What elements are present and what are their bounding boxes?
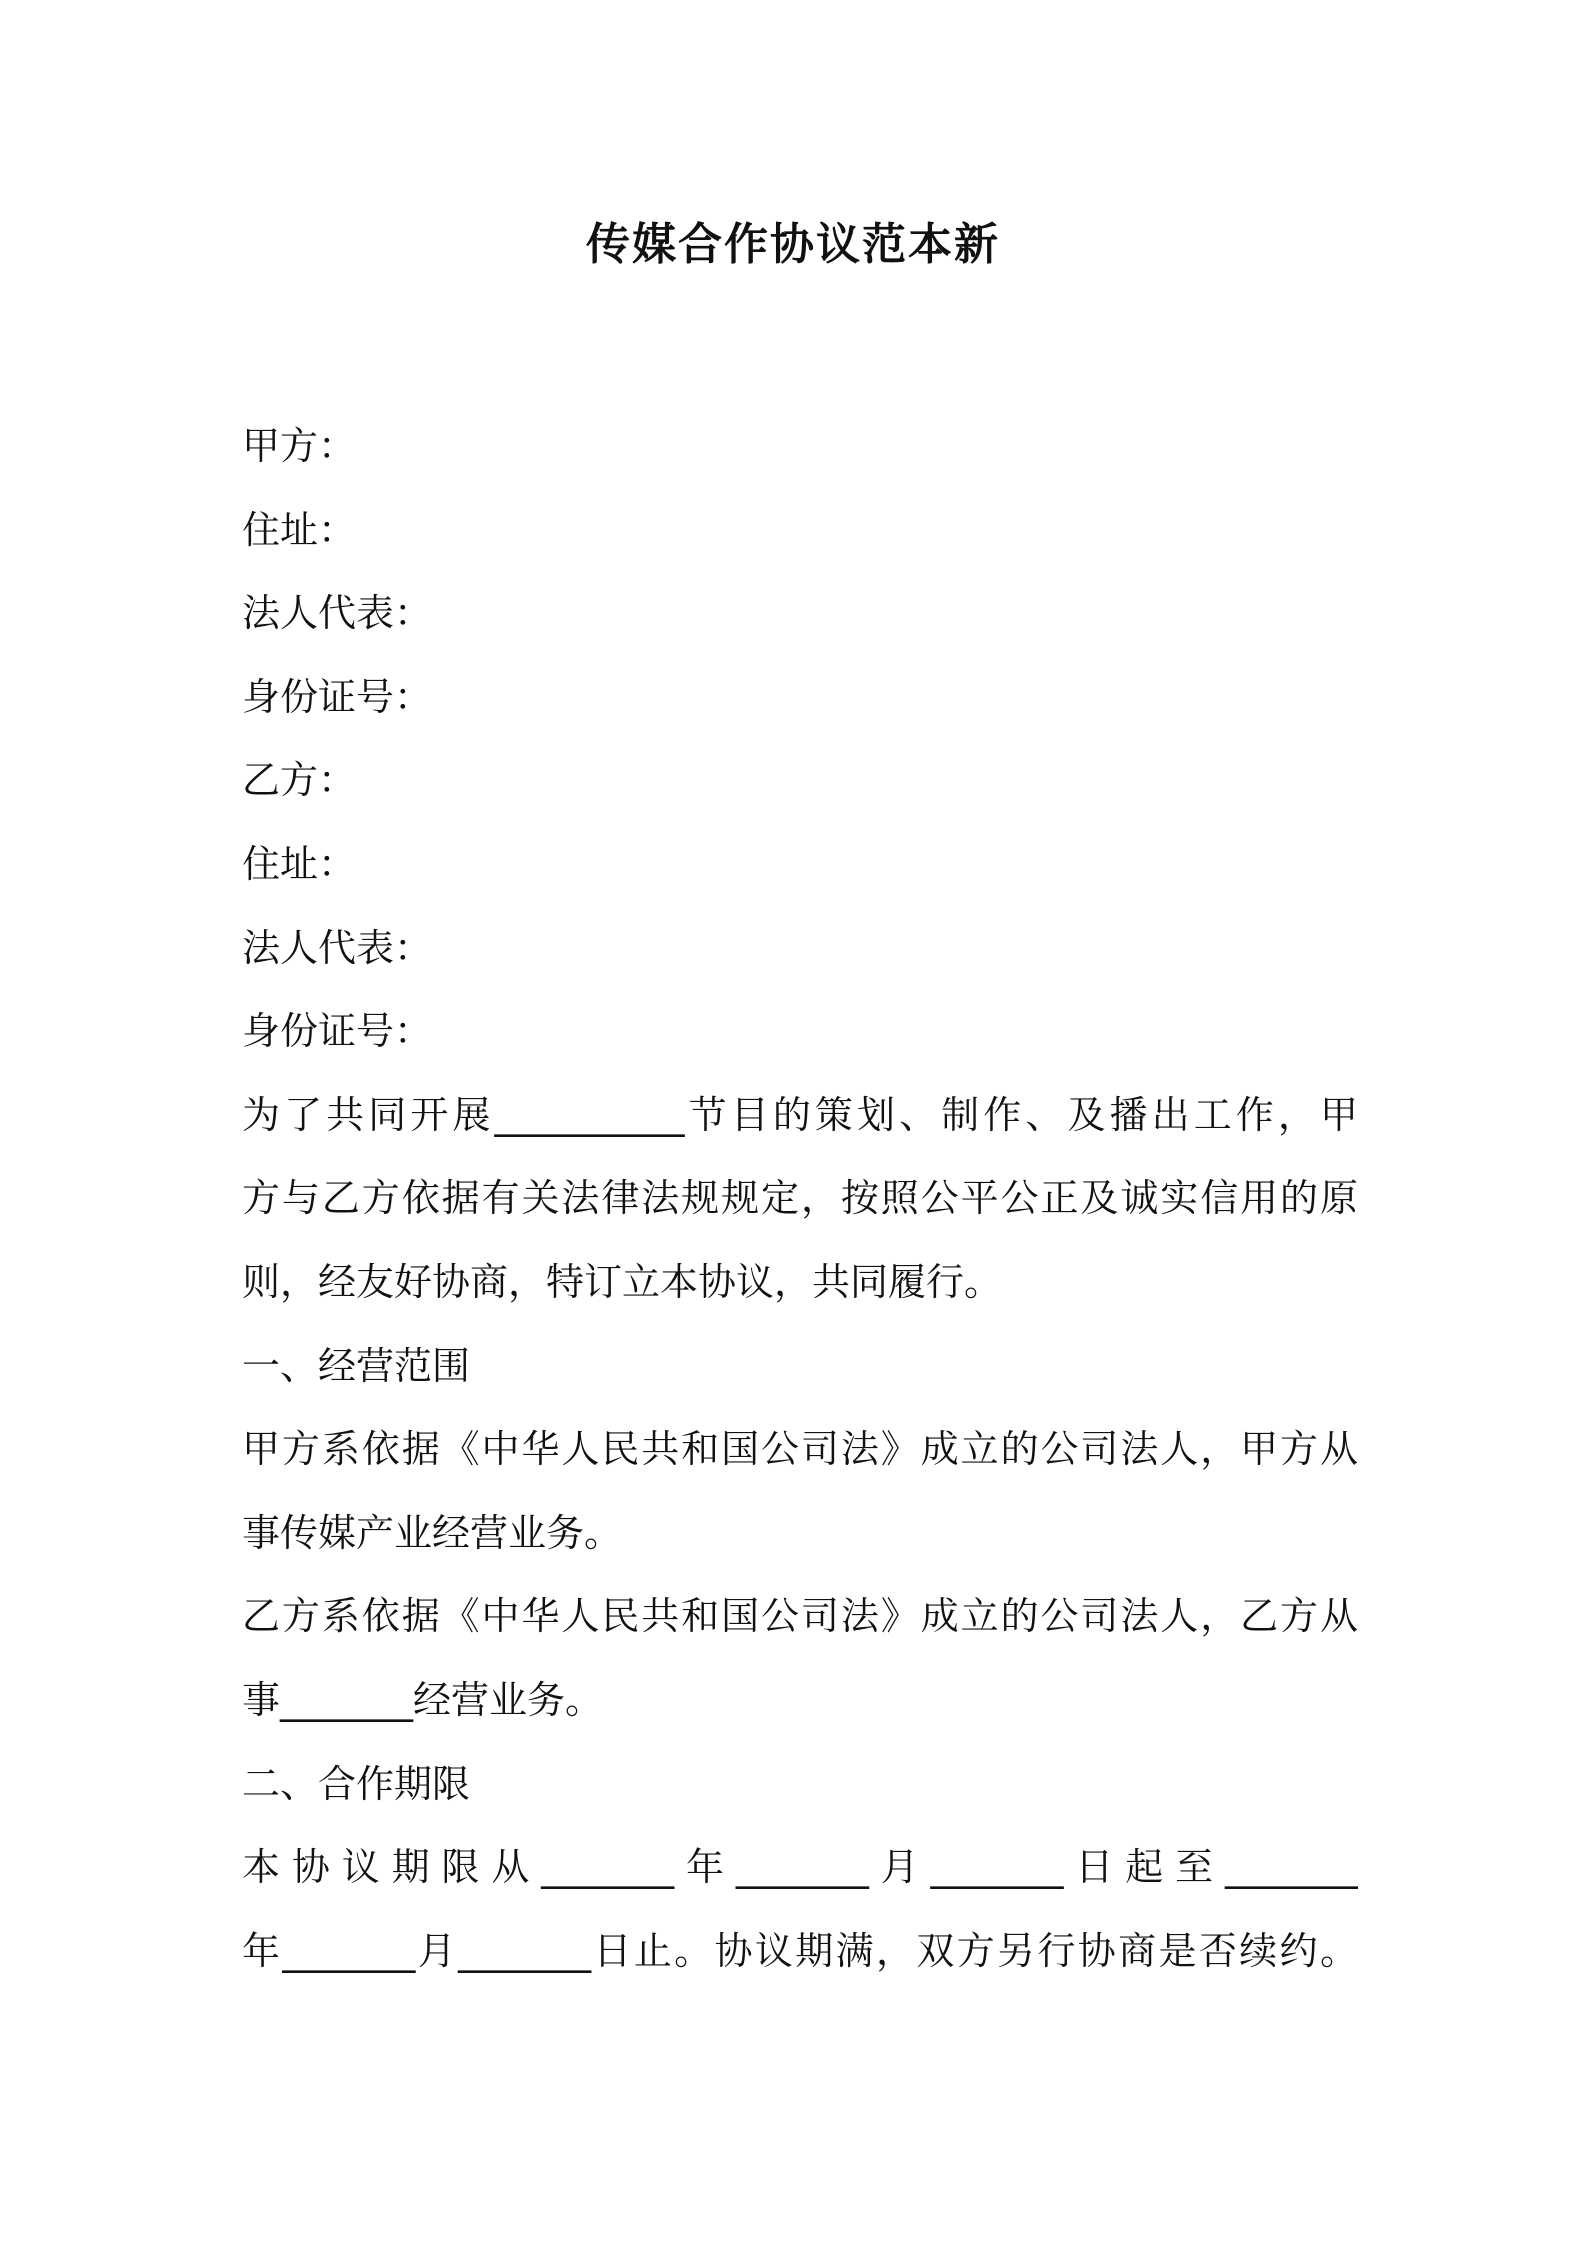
business-scope-line: 事_______经营业务。 [242, 1677, 604, 1722]
preamble-line: 为了共同开展__________节目的策划、制作、及播出工作，甲 [242, 1092, 1358, 1137]
party-a-label: 甲方： [242, 424, 357, 468]
party-a-id-label: 身份证号： [242, 674, 433, 719]
business-scope-line: 甲方系依据《中华人民共和国公司法》成立的公司法人，甲方从 [242, 1427, 1358, 1472]
section-heading-business-scope: 一、经营范围 [242, 1343, 471, 1388]
party-b-label: 乙方： [242, 758, 357, 803]
section-heading-cooperation-term: 二、合作期限 [242, 1761, 471, 1806]
document-title: 传媒合作协议范本新 [586, 219, 1000, 270]
party-a-legal-rep-label: 法人代表： [242, 591, 433, 636]
preamble-line: 方与乙方依据有关法律法规规定，按照公平公正及诚实信用的原 [242, 1176, 1358, 1221]
business-scope-line: 事传媒产业经营业务。 [242, 1510, 623, 1555]
party-b-address-label: 住址： [242, 841, 357, 886]
cooperation-term-line: 年_______月_______日止。协议期满，双方另行协商是否续约。 [242, 1928, 1358, 1973]
party-b-legal-rep-label: 法人代表： [242, 925, 433, 970]
business-scope-line: 乙方系依据《中华人民共和国公司法》成立的公司法人，乙方从 [242, 1594, 1358, 1639]
party-b-id-label: 身份证号： [242, 1009, 433, 1054]
cooperation-term-line: 本协议期限从_______年_______月_______日起至_______ [242, 1845, 1358, 1890]
party-a-address-label: 住址： [242, 507, 357, 552]
preamble-line: 则，经友好协商，特订立本协议，共同履行。 [242, 1259, 1003, 1304]
document-body [242, 405, 1358, 1993]
